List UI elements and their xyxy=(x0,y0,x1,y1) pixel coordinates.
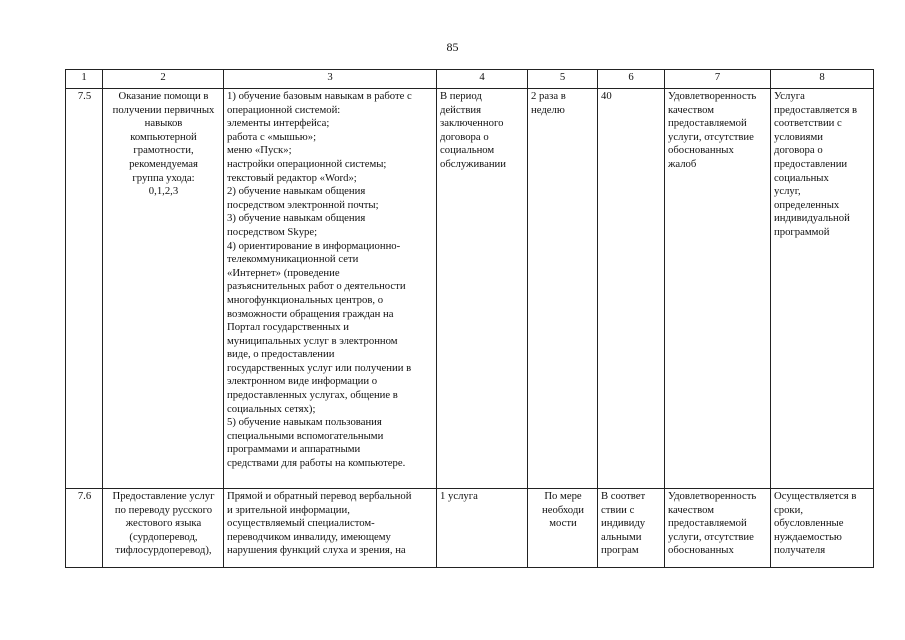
service-name: Оказание помощи в получении первичных навыков компьютерной грамотности, рекомендуемая группа ухода: 0,1,2,3 xyxy=(103,89,224,489)
quality-criteria: Удовлетворенность качеством предоставляемой услуги, отсутствие обоснованных жалоб xyxy=(665,89,771,489)
service-content xyxy=(224,489,437,568)
service-frequency: 2 раза в неделю xyxy=(528,89,598,489)
service-name-text: Предоставление услуг по переводу русского жестового языка (сурдоперевод, тифлосурдоперевод), xyxy=(112,490,215,557)
column-header-5: 5 xyxy=(528,70,598,89)
header-row xyxy=(66,70,874,89)
column-header-4: 4 xyxy=(437,70,528,89)
table-row xyxy=(66,89,874,489)
service-volume-text: 1 услуга xyxy=(440,490,478,502)
column-header-2: 2 xyxy=(103,70,224,89)
column-header-8: 8 xyxy=(771,70,874,89)
service-duration-text: В соответ ствии с индивиду альными програм xyxy=(601,490,646,557)
service-conditions xyxy=(771,489,874,568)
services-table xyxy=(65,69,874,568)
column-header-6: 6 xyxy=(598,70,665,89)
service-frequency-text: По мере необходи мости xyxy=(542,490,584,530)
column-header-7: 7 xyxy=(665,70,771,89)
service-duration xyxy=(598,489,665,568)
service-content: 1) обучение базовым навыкам в работе с операционной системой: элементы интерфейса; работа с «мышью»; меню «Пуск»; настройки операционной системы; текстовый редактор «Word»; 2) обучение навыкам общения посредством электронной почты; 3) обучение навыкам общения посредством Skype; 4) ориентирование в информационно- телекоммуникационной сети «Интернет» (проведение разъяснительных работ о деятельности многофункциональных центров, о возможности обращения граждан на Портал государственных и муниципальных услуг в электронном виде, о предоставлении государственных услуг или получении в электронном виде информации о предоставленных услугах, общение в социальных сетях); 5) обучение навыкам пользования специальными вспомогательными программами и аппаратными средствами для работы на компьютере. xyxy=(224,89,437,489)
service-duration: 40 xyxy=(598,89,665,489)
service-conditions-text: Осуществляется в сроки, обусловленные нуждаемостью получателя xyxy=(774,490,857,557)
row-number: 7.5 xyxy=(66,89,103,489)
column-header-3: 3 xyxy=(224,70,437,89)
quality-criteria xyxy=(665,489,771,568)
service-volume xyxy=(437,489,528,568)
service-content-text: Прямой и обратный перевод вербальной и зрительной информации, осуществляемый специалистом- переводчиком инвалиду, имеющему нарушения функций слуха и зрения, на xyxy=(227,490,412,557)
service-conditions: Услуга предоставляется в соответствии с условиями договора о предоставлении социальных услуг, определенных индивидуальной программой xyxy=(771,89,874,489)
column-header-1: 1 xyxy=(66,70,103,89)
service-frequency xyxy=(528,489,598,568)
quality-criteria-text: Удовлетворенность качеством предоставляемой услуги, отсутствие обоснованных xyxy=(668,490,757,557)
service-volume: В период действия заключенного договора о социальном обслуживании xyxy=(437,89,528,489)
table-row xyxy=(66,489,874,568)
page-number: 85 xyxy=(446,40,459,54)
service-name xyxy=(103,489,224,568)
row-number: 7.6 xyxy=(66,489,103,568)
